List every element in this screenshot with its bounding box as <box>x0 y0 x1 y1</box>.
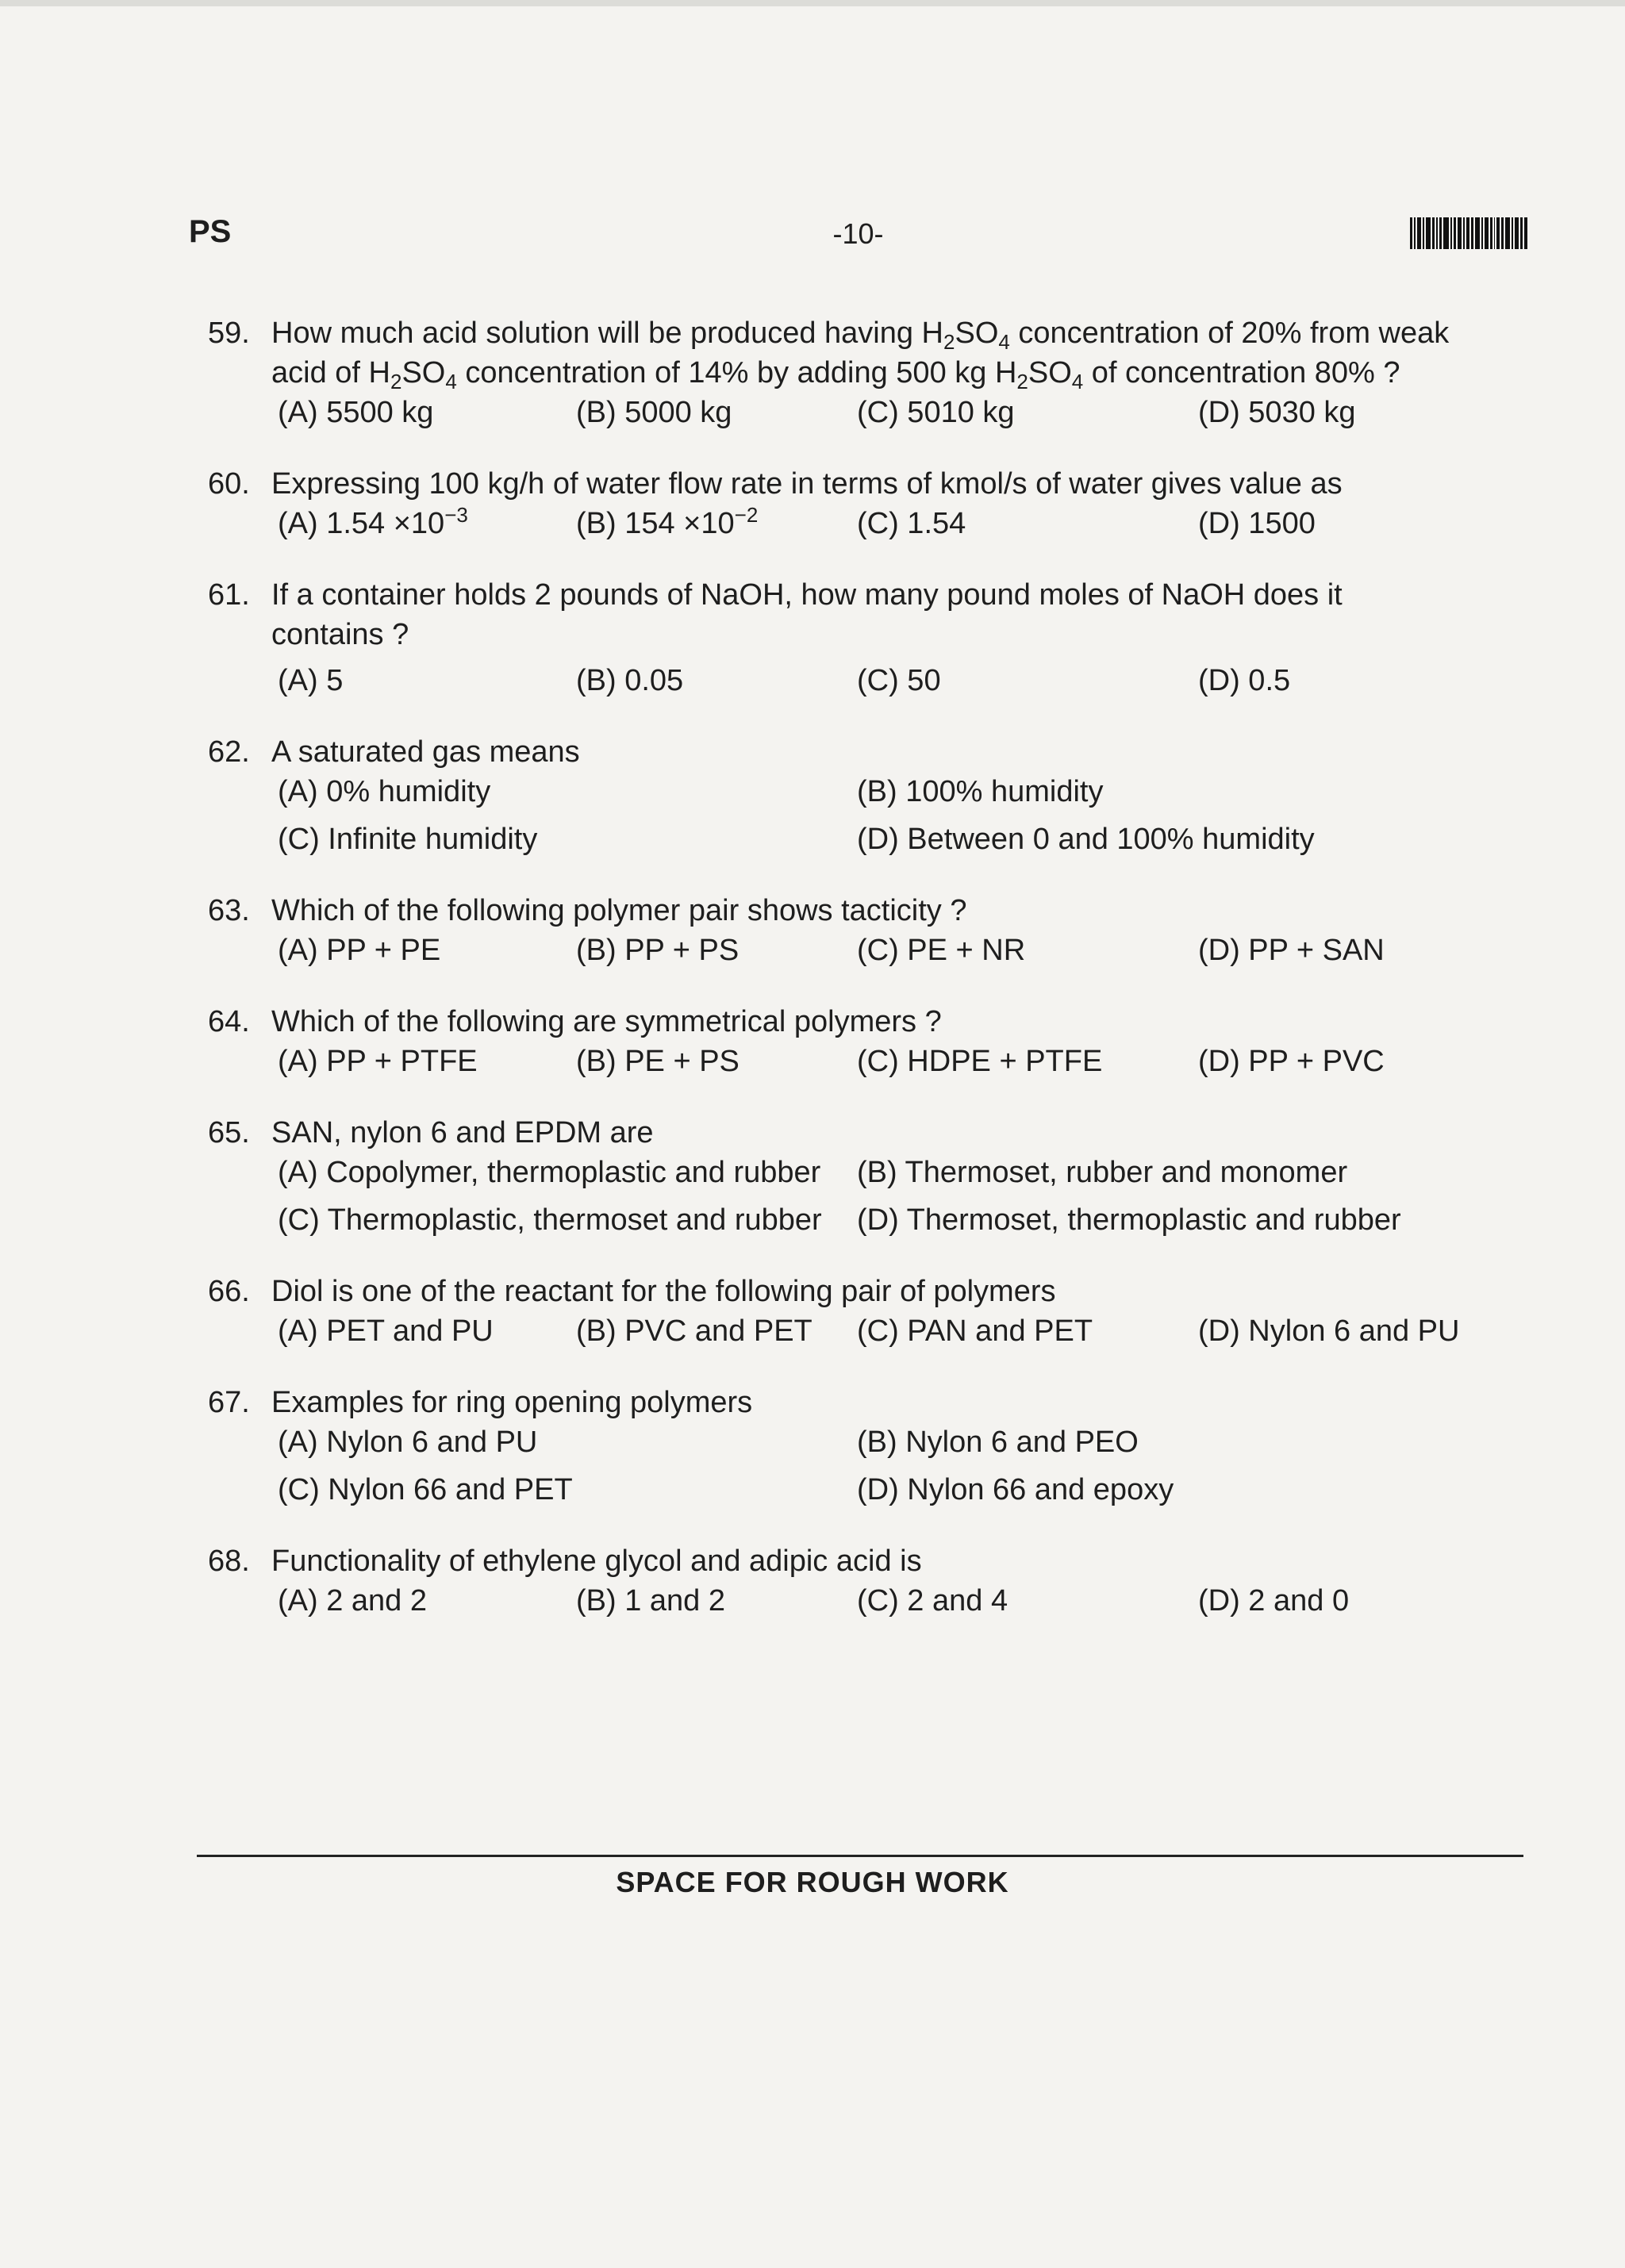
rough-work-label: SPACE FOR ROUGH WORK <box>616 1866 1009 1898</box>
option-c: (C) 50 <box>857 664 941 697</box>
option-list <box>208 393 1509 432</box>
question-number: 68. <box>208 1545 250 1578</box>
option-a: (A) 5 <box>278 664 344 697</box>
option-c: (C) PAN and PET <box>857 1314 1093 1348</box>
option-d: (D) 5030 kg <box>1198 396 1356 429</box>
question-text: Diol is one of the reactant for the following pair of polymers <box>271 1275 1056 1308</box>
option-b: (B) PE + PS <box>576 1045 740 1078</box>
option-d: (D) PP + SAN <box>1198 934 1385 967</box>
question-text: Which of the following are symmetrical polymers ? <box>271 1005 942 1038</box>
option-b: (B) 5000 kg <box>576 396 732 429</box>
option-a: (A) 5500 kg <box>278 396 434 429</box>
question-66 <box>208 1272 1509 1351</box>
barcode <box>1410 217 1527 249</box>
option-c: (C) 2 and 4 <box>857 1584 1008 1618</box>
question-number: 59. <box>208 317 250 350</box>
option-b: (B) 0.05 <box>576 664 684 697</box>
option-d: (D) 1500 <box>1198 507 1316 540</box>
divider-line <box>197 1855 1523 1857</box>
option-b: (B) $154 \times 10^{-2}$ <box>576 503 759 540</box>
question-text: Examples for ring opening polymers <box>271 1386 753 1419</box>
option-a: (A) 2 and 2 <box>278 1584 427 1618</box>
option-a: (A) Nylon 6 and PU <box>278 1426 538 1459</box>
series-code: PS <box>189 214 232 249</box>
option-c: (C) Infinite humidity <box>278 823 538 856</box>
option-b: (B) PVC and PET <box>576 1314 812 1348</box>
option-list <box>208 661 1509 700</box>
question-number: 66. <box>208 1275 250 1308</box>
question-text: Expressing 100 kg/h of water flow rate in terms of kmol/s of water gives value as <box>271 467 1343 501</box>
question-63 <box>208 891 1509 970</box>
page-number: -10- <box>832 217 884 250</box>
question-61 <box>208 575 1509 700</box>
question-text: A saturated gas means <box>271 735 580 769</box>
question-text: SAN, nylon 6 and EPDM are <box>271 1116 654 1149</box>
question-list <box>208 313 1509 1652</box>
question-62 <box>208 732 1509 859</box>
option-c: (C) HDPE + PTFE <box>857 1045 1103 1078</box>
option-d: (D) Between 0 and 100% humidity <box>857 823 1315 856</box>
question-text: How much acid solution will be produced having $H_2SO_4$ concentration of 20% from weak acid of $H_2SO_4$ concentration of 14% by adding 500 kg $H_2SO_4$ of concentration 80% ? <box>271 317 1450 393</box>
question-65 <box>208 1113 1509 1240</box>
question-text: Which of the following polymer pair shows tacticity ? <box>271 894 967 927</box>
option-a: (A) $1.54 \times 10^{-3}$ <box>278 503 468 540</box>
question-text: If a container holds 2 pounds of NaOH, how many pound moles of NaOH does it contains ? <box>271 578 1343 651</box>
question-number: 65. <box>208 1116 250 1149</box>
question-67 <box>208 1383 1509 1510</box>
option-a: (A) 0% humidity <box>278 775 491 808</box>
option-c: (C) Nylon 66 and PET <box>278 1473 573 1506</box>
option-list <box>208 1042 1509 1081</box>
question-text: Functionality of ethylene glycol and adipic acid is <box>271 1545 922 1578</box>
question-number: 64. <box>208 1005 250 1038</box>
option-a: (A) PP + PE <box>278 934 441 967</box>
question-64 <box>208 1002 1509 1081</box>
question-number: 67. <box>208 1386 250 1419</box>
option-b: (B) PP + PS <box>576 934 740 967</box>
option-d: (D) Nylon 66 and epoxy <box>857 1473 1174 1506</box>
option-list <box>208 504 1509 543</box>
question-number: 60. <box>208 467 250 501</box>
question-60 <box>208 464 1509 543</box>
option-d: (D) PP + PVC <box>1198 1045 1385 1078</box>
option-d: (D) Thermoset, thermoplastic and rubber <box>857 1203 1401 1237</box>
question-68 <box>208 1541 1509 1621</box>
option-b: (B) Nylon 6 and PEO <box>857 1426 1139 1459</box>
option-d: (D) 0.5 <box>1198 664 1291 697</box>
page-edge <box>0 0 1625 6</box>
option-b: (B) 100% humidity <box>857 775 1104 808</box>
option-list <box>208 772 1509 859</box>
option-c: (C) Thermoplastic, thermoset and rubber <box>278 1203 822 1237</box>
question-number: 61. <box>208 578 250 612</box>
option-c: (C) PE + NR <box>857 934 1026 967</box>
option-list <box>208 1422 1509 1510</box>
option-b: (B) Thermoset, rubber and monomer <box>857 1156 1348 1189</box>
option-a: (A) PP + PTFE <box>278 1045 478 1078</box>
question-59 <box>208 313 1509 432</box>
option-list <box>208 1153 1509 1240</box>
option-a: (A) PET and PU <box>278 1314 494 1348</box>
page-header <box>189 214 1527 262</box>
option-d: (D) 2 and 0 <box>1198 1584 1350 1618</box>
option-c: (C) 5010 kg <box>857 396 1015 429</box>
option-list <box>208 1311 1509 1351</box>
question-number: 62. <box>208 735 250 769</box>
option-a: (A) Copolymer, thermoplastic and rubber <box>278 1156 821 1189</box>
option-b: (B) 1 and 2 <box>576 1584 725 1618</box>
option-list <box>208 1581 1509 1621</box>
question-number: 63. <box>208 894 250 927</box>
option-list <box>208 931 1509 970</box>
option-d: (D) Nylon 6 and PU <box>1198 1314 1460 1348</box>
option-c: (C) 1.54 <box>857 507 966 540</box>
